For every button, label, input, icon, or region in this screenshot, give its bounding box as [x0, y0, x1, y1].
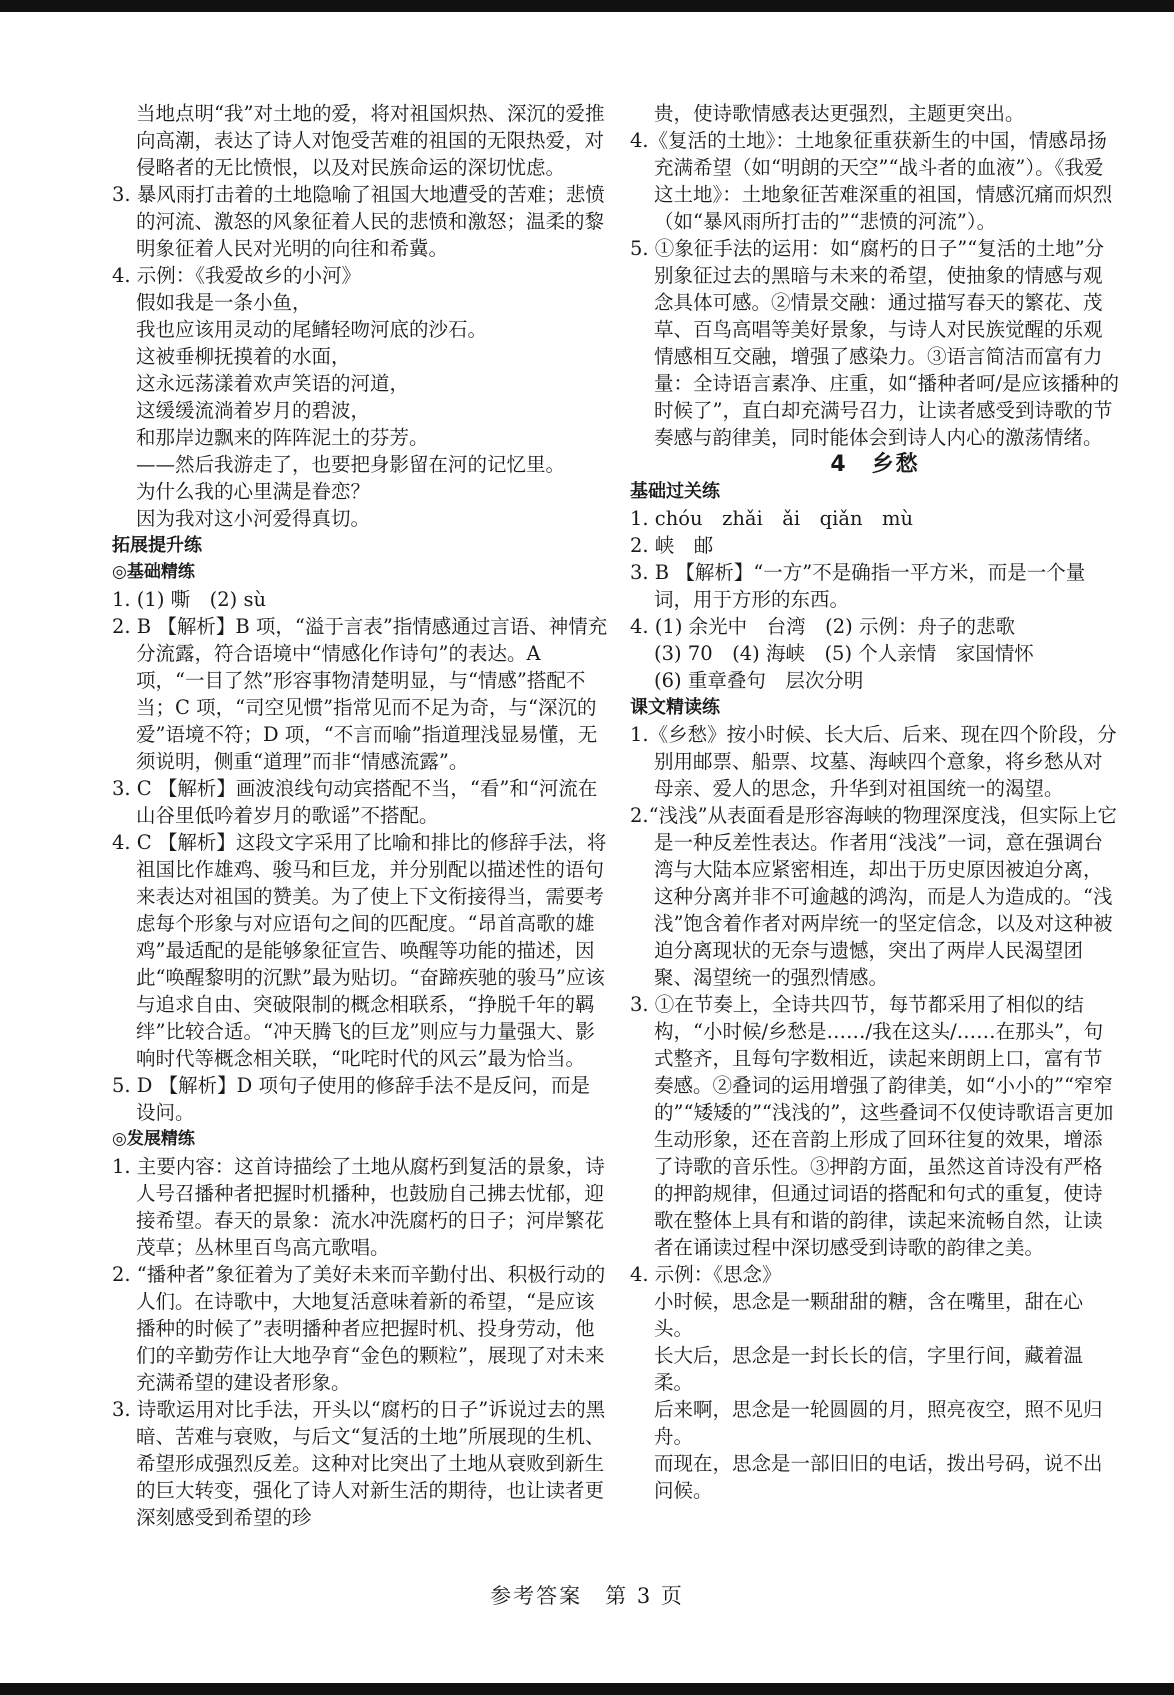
poem-block: [630, 1288, 1120, 1504]
right-column: [630, 100, 1120, 1504]
answer-item-2: 2. B 【解析】B 项，“溢于言表”指情感通过言语、神情充分流露，符合语境中“情感化作诗句”的表达。A 项，“一目了然”形容事物清楚明显，与“情感”搭配不当；C 项，“司空见惯”指常见而不足为奇，与“深沉的爱”语境不符；D 项，“不言而喻”指道理浅显易懂，无须说明，侧重“道理”而非“情感流露”。: [112, 615, 608, 773]
answer-item-4: 4. 示例：《我爱故乡的小河》: [112, 264, 362, 287]
answer-item-4-cont: (3) 70 (4) 海峡 (5) 个人亲情 家国情怀: [654, 642, 1034, 665]
answer-item-3: 3. B 【解析】“一方”不是确指一平方米，而是一个量词，用于方形的东西。: [630, 561, 1086, 611]
answer-item-2: 2. 峡 邮: [630, 534, 714, 557]
poem-line: 后来啊，思念是一轮圆圆的月，照亮夜空，照不见归舟。: [654, 1398, 1103, 1448]
answer-paragraph: 当地点明“我”对土地的爱，将对祖国炽热、深沉的爱推向高潮，表达了诗人对饱受苦难的祖国的无限热爱，对侵略者的无比愤恨，以及对民族命运的深切忧虑。: [136, 102, 605, 179]
answer-item-4: 4.《复活的土地》：土地象征重获新生的中国，情感昂扬充满希望（如“明朗的天空”“战斗者的血液”）。《我爱这土地》：土地象征苦难深重的祖国，情感沉痛而炽烈（如“暴风雨所打击的”“悲愤的河流”）。: [630, 129, 1113, 233]
poem-line: 因为我对这小河爱得真切。: [136, 507, 371, 530]
answer-item-4: 4. (1) 余光中 台湾 (2) 示例：舟子的悲歌: [630, 615, 1015, 638]
top-border: [0, 0, 1174, 12]
section-heading-jichu: 基础过关练: [630, 481, 720, 502]
answer-item-2: 2.“浅浅”从表面看是形容海峡的物理深度浅，但实际上它是一种反差性表达。作者用“浅浅”一词，意在强调台湾与大陆本应紧密相连，却出于历史原因被迫分离，这种分离并非不可逾越的鸿沟，而是人为造成的。“浅浅”饱含着作者对两岸统一的坚定信念，以及对这种被迫分离现状的无奈与遗憾，突出了两岸人民渴望团聚、渴望统一的强烈情感。: [630, 804, 1118, 989]
answer-item-4-cont: (6) 重章叠句 层次分明: [654, 669, 864, 692]
answer-item-1: 1. chóu zhǎi ǎi qiǎn mù: [630, 507, 914, 530]
answer-item-4: 4. C 【解析】这段文字采用了比喻和排比的修辞手法，将祖国比作雄鸡、骏马和巨龙，并分别配以描述性的语句来表达对祖国的赞美。为了使上下文衔接得当，需要考虑每个形象与对应语句之间的匹配度。“昂首高歌的雄鸡”最适配的是能够象征宣告、唤醒等功能的描述，因此“唤醒黎明的沉默”最为贴切。“奋蹄疾驰的骏马”应该与追求自由、突破限制的概念相联系，“挣脱千年的羁绊”比较合适。“冲天腾飞的巨龙”则应与力量强大、影响时代等概念相关联，“叱咤时代的风云”最为恰当。: [112, 831, 607, 1070]
poem-line: 我也应该用灵动的尾鳍轻吻河底的沙石。: [136, 318, 488, 341]
answer-item-1: 1. 主要内容：这首诗描绘了土地从腐朽到复活的景象，诗人号召播种者把握时机播种，也鼓励自己拂去忧郁，迎接希望。春天的景象：流水冲洗腐朽的日子；河岸繁花茂草；丛林里百鸟高亢歌唱。: [112, 1155, 605, 1259]
poem-line: 为什么我的心里满是眷恋？: [136, 480, 371, 503]
answer-item-3: 3. 诗歌运用对比手法，开头以“腐朽的日子”诉说过去的黑暗、苦难与衰败，与后文“复活的土地”所展现的生机、希望形成强烈反差。这种对比突出了土地从衰败到新生的巨大转变，强化了诗人对新生活的期待，也让读者更深刻感受到希望的珍: [112, 1398, 606, 1529]
section-heading-tuozhan: 拓展提升练: [112, 535, 202, 556]
poem-line: 小时候，思念是一颗甜甜的糖，含在嘴里，甜在心头。: [654, 1290, 1084, 1340]
poem-line: 长大后，思念是一封长长的信，字里行间，藏着温柔。: [654, 1344, 1084, 1394]
poem-line: 这永远荡漾着欢声笑语的河道，: [136, 372, 410, 395]
answer-item-3: 3. 暴风雨打击着的土地隐喻了祖国大地遭受的苦难；悲愤的河流、激怒的风象征着人民的悲愤和激怒；温柔的黎明象征着人民对光明的向往和希冀。: [112, 183, 605, 260]
answer-item-1: 1.《乡愁》按小时候、长大后、后来、现在四个阶段，分别用邮票、船票、坟墓、海峡四个意象，将乡愁从对母亲、爱人的思念，升华到对祖国统一的渴望。: [630, 723, 1117, 800]
answer-item-5: 5. D 【解析】D 项句子使用的修辞手法不是反问，而是设问。: [112, 1074, 590, 1124]
section-heading-kewen: 课文精读练: [630, 697, 720, 718]
poem-line: 而现在，思念是一部旧旧的电话，拨出号码，说不出问候。: [654, 1452, 1103, 1502]
poem-line: 假如我是一条小鱼，: [136, 291, 312, 314]
left-column: [112, 100, 608, 1531]
poem-block: [112, 289, 608, 532]
answer-paragraph: 贵，使诗歌情感表达更强烈，主题更突出。: [654, 102, 1025, 125]
poem-line: 这缓缓流淌着岁月的碧波，: [136, 399, 371, 422]
poem-line: ——然后我游走了，也要把身影留在河的记忆里。: [136, 453, 566, 476]
subsection-heading-fazhan: ◎发展精练: [112, 1129, 195, 1149]
lesson-title: 4 乡愁: [830, 452, 920, 477]
subsection-heading-jichu: ◎基础精练: [112, 562, 195, 582]
answer-item-1: 1. (1) 嘶 (2) sù: [112, 588, 267, 611]
answer-item-3: 3. ①在节奏上，全诗共四节，每节都采用了相似的结构，“小时候/乡愁是……/我在这头/……在那头”，句式整齐，且每句字数相近，读起来朗朗上口，富有节奏感。②叠词的运用增强了韵律美，如“小小的”“窄窄的”“矮矮的”“浅浅的”，这些叠词不仅使诗歌语言更加生动形象，还在音韵上形成了回环往复的效果，增添了诗歌的音乐性。③押韵方面，虽然这首诗没有严格的押韵规律，但通过词语的搭配和句式的重复，使诗歌在整体上具有和谐的韵律，读起来流畅自然，让读者在诵读过程中深切感受到诗歌的韵律之美。: [630, 993, 1114, 1259]
bottom-border: [0, 1683, 1174, 1695]
answer-item-3: 3. C 【解析】画波浪线句动宾搭配不当，“看”和“河流在山谷里低吟着岁月的歌谣”不搭配。: [112, 777, 598, 827]
answer-item-4: 4. 示例：《思念》: [630, 1263, 782, 1286]
poem-line: 和那岸边飘来的阵阵泥土的芬芳。: [136, 426, 429, 449]
poem-line: 这被垂柳抚摸着的水面，: [136, 345, 351, 368]
answer-item-2: 2. “播种者”象征着为了美好未来而辛勤付出、积极行动的人们。在诗歌中，大地复活意味着新的希望，“是应该播种的时候了”表明播种者应把握时机、投身劳动，他们的辛勤劳作让大地孕育“金色的颗粒”，展现了对未来充满希望的建设者形象。: [112, 1263, 606, 1394]
page-footer: 参考答案 第 3 页: [490, 1584, 684, 1608]
answer-item-5: 5. ①象征手法的运用：如“腐朽的日子”“复活的土地”分别象征过去的黑暗与未来的希望，使抽象的情感与观念具体可感。②情景交融：通过描写春天的繁花、茂草、百鸟高唱等美好景象，与诗人对民族觉醒的乐观情感相互交融，增强了感染力。③语言简洁而富有力量：全诗语言素净、庄重，如“播种者呵/是应该播种的时候了”，直白却充满号召力，让读者感受到诗歌的节奏感与韵律美，同时能体会到诗人内心的激荡情绪。: [630, 237, 1120, 449]
